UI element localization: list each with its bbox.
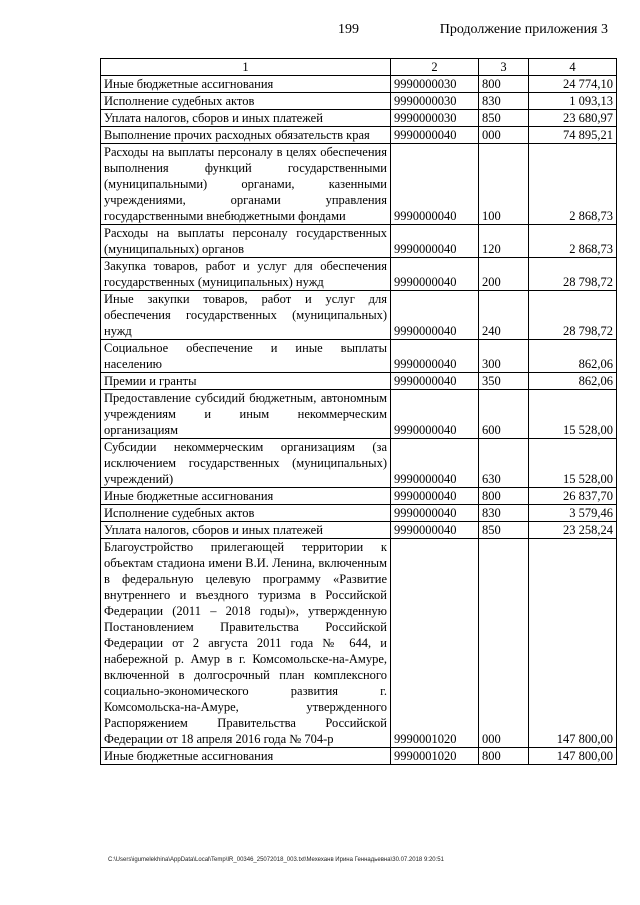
expense-name-cell: Уплата налогов, сборов и иных платежей [101,110,391,127]
expense-type-cell: 000 [479,127,529,144]
table-row [101,390,617,439]
expense-name-cell: Иные бюджетные ассигнования [101,748,391,765]
column-number: 1 [101,59,391,76]
expense-name-cell: Уплата налогов, сборов и иных платежей [101,522,391,539]
expense-type-cell: 120 [479,225,529,258]
expense-name-cell: Премии и гранты [101,373,391,390]
table-row [101,340,617,373]
column-number: 4 [529,59,617,76]
expense-name-cell: Исполнение судебных актов [101,93,391,110]
table-row [101,93,617,110]
expense-type-cell: 240 [479,291,529,340]
appendix-continuation-label: Продолжение приложения 3 [439,22,608,37]
expense-name-cell: Расходы на выплаты персоналу в целях обеспечения выполнения функций государственными (муниципальными) органами, казенными учреждениями, органами управления государственными внебюджетными фондами [101,144,391,225]
expense-type-cell: 800 [479,488,529,505]
target-article-cell: 9990000040 [391,488,479,505]
expense-name-cell: Предоставление субсидий бюджетным, автономным учреждениям и иным некоммерческим организациям [101,390,391,439]
amount-cell: 74 895,21 [529,127,617,144]
expense-name-cell: Закупка товаров, работ и услуг для обеспечения государственных (муниципальных) нужд [101,258,391,291]
target-article-cell: 9990000040 [391,225,479,258]
amount-cell: 3 579,46 [529,505,617,522]
expense-name-cell: Иные закупки товаров, работ и услуг для обеспечения государственных (муниципальных) нужд [101,291,391,340]
amount-cell: 15 528,00 [529,390,617,439]
amount-cell: 147 800,00 [529,539,617,748]
expense-name-cell: Иные бюджетные ассигнования [101,488,391,505]
expense-type-cell: 100 [479,144,529,225]
target-article-cell: 9990001020 [391,539,479,748]
table-row [101,373,617,390]
expense-name-cell: Субсидии некоммерческим организациям (за исключением государственных (муниципальных) учреждений) [101,439,391,488]
expense-type-cell: 800 [479,748,529,765]
target-article-cell: 9990000040 [391,373,479,390]
table-row [101,127,617,144]
table-row [101,76,617,93]
target-article-cell: 9990000030 [391,76,479,93]
expense-type-cell: 800 [479,76,529,93]
table-row [101,439,617,488]
column-number: 3 [479,59,529,76]
expense-type-cell: 850 [479,522,529,539]
column-number-row [101,59,617,76]
target-article-cell: 9990000040 [391,258,479,291]
target-article-cell: 9990000030 [391,93,479,110]
expense-type-cell: 830 [479,93,529,110]
expense-type-cell: 600 [479,390,529,439]
table-row [101,110,617,127]
amount-cell: 23 258,24 [529,522,617,539]
expense-name-cell: Выполнение прочих расходных обязательств края [101,127,391,144]
expense-name-cell: Благоустройство прилегающей территории к объектам стадиона имени В.И. Ленина, включенным в федеральную целевую программу «Развитие внутреннего и въездного туризма в Российской Федерации (2011 – 2018 годы)», утвержденную Постановлением Правительства Российской Федерации от 2 августа 2011 года № 644, и набережной р. Амур в г. Комсомольске-на-Амуре, включенной в долгосрочный план комплексного социально-экономического развития г. Комсомольска-на-Амуре, утвержденного Распоряжением Правительства Российской Федерации от 18 апреля 2016 года № 704-р [101,539,391,748]
table-row [101,505,617,522]
expense-name-cell: Исполнение судебных актов [101,505,391,522]
target-article-cell: 9990000040 [391,522,479,539]
table-row [101,539,617,748]
table-row [101,144,617,225]
amount-cell: 28 798,72 [529,258,617,291]
expense-name-cell: Социальное обеспечение и иные выплаты населению [101,340,391,373]
target-article-cell: 9990001020 [391,748,479,765]
expense-name-cell: Расходы на выплаты персоналу государственных (муниципальных) органов [101,225,391,258]
page-header [0,22,640,42]
target-article-cell: 9990000040 [391,144,479,225]
table-row [101,291,617,340]
target-article-cell: 9990000040 [391,340,479,373]
target-article-cell: 9990000040 [391,291,479,340]
expense-type-cell: 300 [479,340,529,373]
expense-type-cell: 000 [479,539,529,748]
amount-cell: 1 093,13 [529,93,617,110]
table-row [101,522,617,539]
amount-cell: 28 798,72 [529,291,617,340]
table-row [101,258,617,291]
amount-cell: 15 528,00 [529,439,617,488]
table-row [101,488,617,505]
expense-type-cell: 350 [479,373,529,390]
expense-type-cell: 830 [479,505,529,522]
target-article-cell: 9990000040 [391,439,479,488]
amount-cell: 26 837,70 [529,488,617,505]
expense-name-cell: Иные бюджетные ассигнования [101,76,391,93]
amount-cell: 862,06 [529,373,617,390]
amount-cell: 24 774,10 [529,76,617,93]
page-number: 199 [338,22,359,37]
expense-type-cell: 850 [479,110,529,127]
expense-type-cell: 630 [479,439,529,488]
target-article-cell: 9990000030 [391,110,479,127]
amount-cell: 862,06 [529,340,617,373]
file-path-footer: C:\Users\igumelekhina\AppData\Local\Temp\IR_00346_25072018_003.txt\Мехеханв Ирина Геннадьевна\30.07.2018 9:20:51 [108,857,444,863]
amount-cell: 147 800,00 [529,748,617,765]
column-number: 2 [391,59,479,76]
amount-cell: 23 680,97 [529,110,617,127]
amount-cell: 2 868,73 [529,225,617,258]
target-article-cell: 9990000040 [391,505,479,522]
table-row [101,748,617,765]
table-row [101,225,617,258]
target-article-cell: 9990000040 [391,127,479,144]
amount-cell: 2 868,73 [529,144,617,225]
budget-table [100,58,617,765]
expense-type-cell: 200 [479,258,529,291]
target-article-cell: 9990000040 [391,390,479,439]
